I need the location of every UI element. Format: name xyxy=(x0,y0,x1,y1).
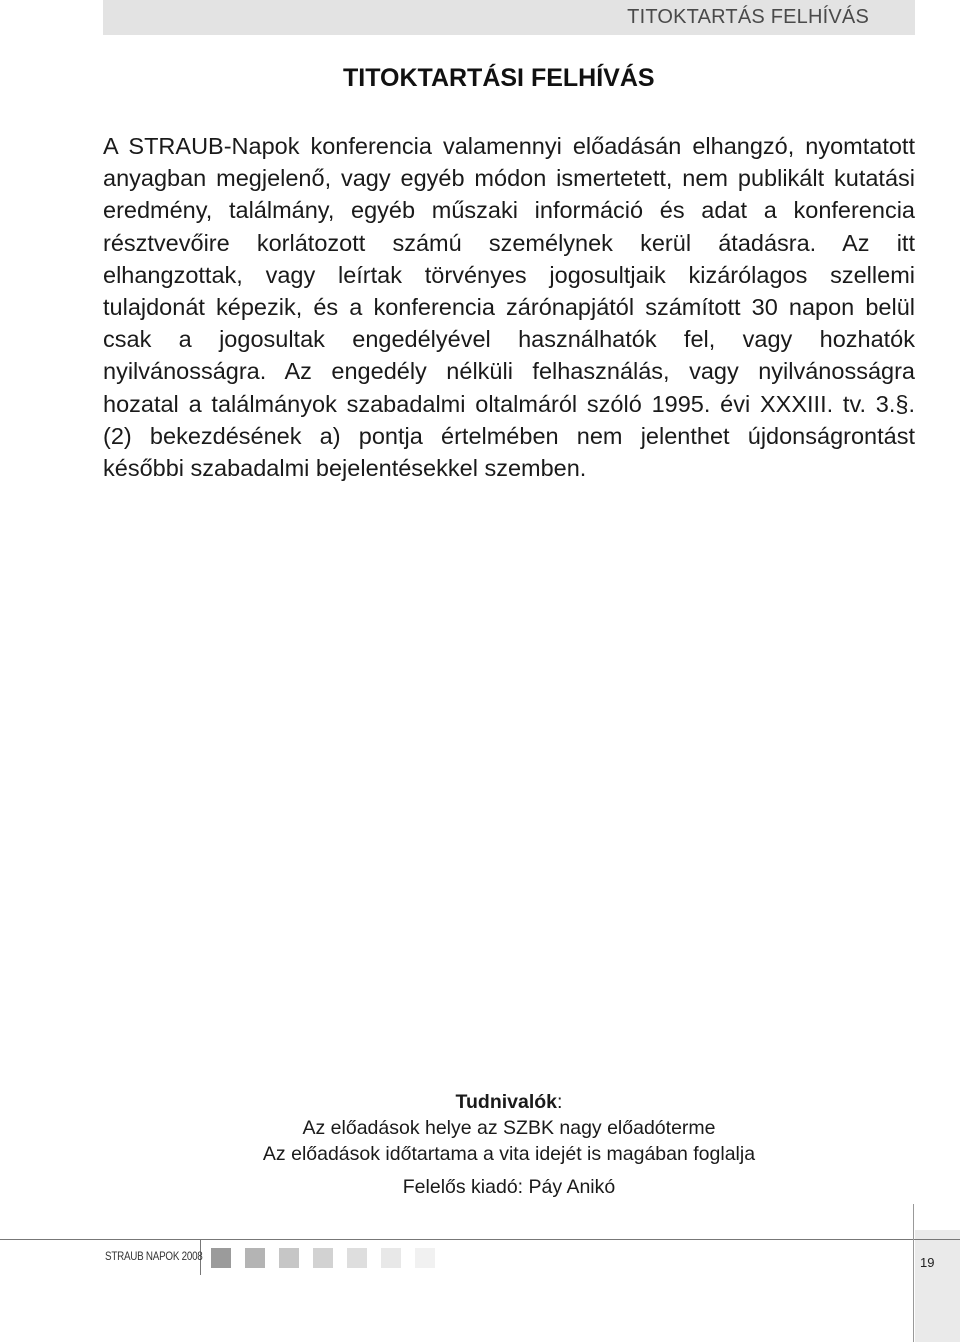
footer-swatch xyxy=(347,1248,367,1268)
running-header: TITOKTARTÁS FELHÍVÁS xyxy=(627,6,869,28)
footer-swatch xyxy=(415,1248,435,1268)
footer-divider xyxy=(0,1239,960,1240)
notes-heading-colon: : xyxy=(557,1091,563,1113)
header-band xyxy=(103,0,915,35)
notes-duration: Az előadások időtartama a vita idejét is magában foglalja xyxy=(262,1143,756,1165)
body-paragraph: A STRAUB-Napok konferencia valamennyi előadásán elhangzó, nyomtatott anyagban megjelenő, vagy egyéb módon ismertetett, nem publikált kutatási eredmény, találmány, egyéb műszaki információ és adat a konferencia résztvevőire korlátozott számú személynek kerül átadásra. Az itt elhangzottak, vagy leírtak törvényes jogosultjaik kizárólagos szellemi tulajdonát képezik, és a konferencia zárónapjától számított 30 napon belül csak a jogosultak engedélyével használhatók fel, vagy hozhatók nyilvánosságra. Az engedély nélküli felhasználás, vagy nyilvánosságra hozatal a találmányok szabadalmi oltalmáról szóló 1995. évi XXXIII. tv. 3.§. (2) bekezdésének a) pontja értelmében nem jelenthet újdonságrontást későbbi szabadalmi bejelentésekkel szemben. xyxy=(103,133,915,482)
footer-swatch xyxy=(313,1248,333,1268)
page-title: TITOKTARTÁSI FELHÍVÁS xyxy=(343,64,655,92)
footer-side-strip xyxy=(915,1230,960,1342)
footer-swatch xyxy=(211,1248,231,1268)
footer-brand: STRAUB NAPOK 2008 xyxy=(105,1249,203,1263)
notes-venue: Az előadások helye az SZBK nagy előadóterme xyxy=(302,1117,716,1139)
notes-heading-label: Tudnivalók xyxy=(455,1091,558,1113)
footer-swatch xyxy=(381,1248,401,1268)
footer-swatch xyxy=(245,1248,265,1268)
page-number: 19 xyxy=(920,1255,935,1270)
footer-page-separator xyxy=(913,1204,914,1342)
notes-heading xyxy=(103,1091,915,1114)
publisher-line: Felelős kiadó: Páy Anikó xyxy=(402,1176,616,1198)
footer-swatch xyxy=(279,1248,299,1268)
